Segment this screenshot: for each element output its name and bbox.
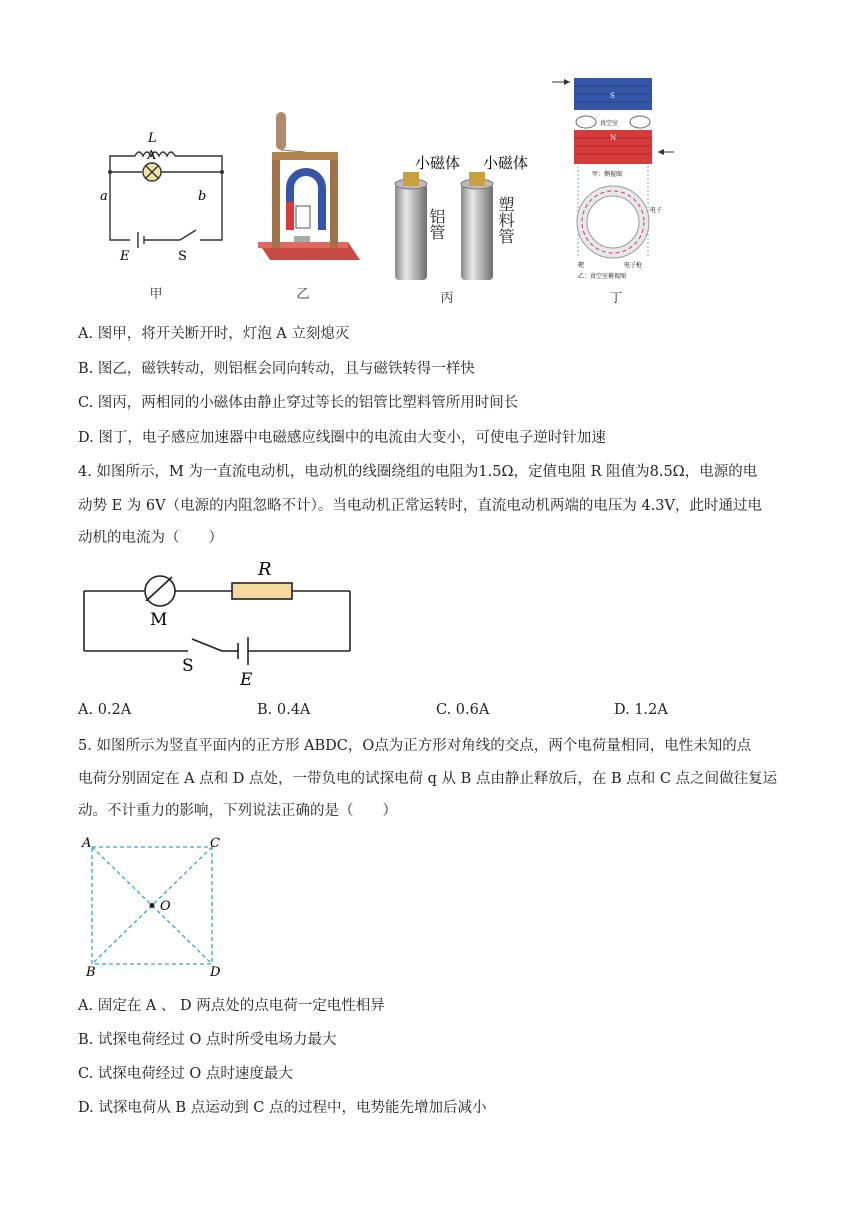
label-tube-al: 铝管 bbox=[427, 208, 446, 240]
q4-text-line-1: 4. 如图所示，M 为一直流电动机，电动机的线圈绕组的电阻为1.5Ω，定值电阻 R 阻值为8.5Ω，电源的电 bbox=[78, 464, 758, 480]
label-side-view: 甲：侧视图 bbox=[592, 171, 623, 178]
q5-text-line-1: 5. 如图所示为竖直平面内的正方形 ABDC，O点为正方形对角线的交点，两个电荷量相同，电性未知的点 bbox=[78, 738, 752, 754]
label-N-pole: N bbox=[610, 134, 617, 142]
q5-text-line-2: 电荷分别固定在 A 点和 D 点处，一带负电的试探电荷 q 从 B 点由静止释放后，在 B 点和 C 点之间做往复运 bbox=[78, 771, 778, 787]
q4-circuit-figure bbox=[80, 555, 360, 695]
caption-yi: 乙 bbox=[296, 287, 310, 302]
q4-text-line-3: 动机的电流为（ ） bbox=[78, 530, 223, 546]
label-S-pole: S bbox=[610, 92, 615, 100]
q4-option-b: B. 0.4A bbox=[257, 702, 311, 718]
label-target: 靶 bbox=[578, 262, 585, 269]
figure-yi-magnet-frame bbox=[250, 112, 360, 272]
q4-text-line-2: 动势 E 为 6V（电源的内阻忽略不计）。当电动机正常运转时，直流电动机两端的电压为 4.3V，此时通过电 bbox=[78, 498, 762, 514]
label-S: S bbox=[178, 249, 187, 264]
q5-square-figure bbox=[80, 835, 230, 980]
q4-option-a: A. 0.2A bbox=[78, 702, 132, 718]
label-A: A bbox=[82, 836, 92, 851]
label-D: D bbox=[210, 965, 221, 980]
label-B: B bbox=[86, 965, 96, 980]
q4-option-d: D. 1.2A bbox=[614, 702, 668, 718]
q5-option-c: C. 试探电荷经过 O 点时速度最大 bbox=[78, 1066, 293, 1082]
figure-ding-accelerator bbox=[548, 72, 678, 292]
label-S: S bbox=[182, 656, 194, 676]
label-b: b bbox=[198, 189, 207, 204]
q3-option-a: A. 图甲，将开关断开时，灯泡 A 立刻熄灭 bbox=[78, 326, 350, 342]
label-a: a bbox=[100, 189, 108, 204]
label-C: C bbox=[210, 836, 220, 851]
label-gun: 电子枪 bbox=[624, 262, 643, 269]
label-L: L bbox=[148, 131, 157, 146]
label-magnet-right: 小磁体 bbox=[483, 154, 529, 172]
q5-option-d: D. 试探电荷从 B 点运动到 C 点的过程中，电势能先增加后减小 bbox=[78, 1100, 487, 1116]
caption-ding: 丁 bbox=[609, 291, 623, 306]
label-E: E bbox=[120, 249, 130, 264]
caption-bing: 丙 bbox=[440, 291, 454, 306]
figure-bing-tubes bbox=[385, 148, 545, 283]
label-top-view: 乙：真空室俯视图 bbox=[578, 273, 627, 280]
label-magnet-left: 小磁体 bbox=[415, 154, 461, 172]
q5-text-line-3: 动。不计重力的影响，下列说法正确的是（ ） bbox=[78, 803, 397, 819]
label-vacuum: 真空室 bbox=[600, 120, 619, 127]
q5-option-a: A. 固定在 A 、 D 两点处的点电荷一定电性相异 bbox=[78, 998, 385, 1014]
caption-jia: 甲 bbox=[149, 287, 163, 302]
label-E: E bbox=[240, 670, 253, 690]
q3-option-b: B. 图乙，磁铁转动，则铝框会同向转动，且与磁铁转得一样快 bbox=[78, 361, 475, 377]
label-R: R bbox=[258, 559, 272, 580]
label-tube-plastic: 塑料管 bbox=[496, 196, 515, 244]
label-A: A bbox=[147, 148, 156, 162]
q3-option-d: D. 图丁，电子感应加速器中电磁感应线圈中的电流由大变小，可使电子逆时针加速 bbox=[78, 430, 606, 446]
figure-jia-circuit bbox=[80, 120, 240, 270]
label-O: O bbox=[160, 899, 171, 914]
q5-option-b: B. 试探电荷经过 O 点时所受电场力最大 bbox=[78, 1032, 337, 1048]
label-electron: 电子 bbox=[650, 207, 663, 214]
label-M: M bbox=[150, 610, 168, 630]
q3-option-c: C. 图丙，两相同的小磁体由静止穿过等长的铝管比塑料管所用时间长 bbox=[78, 395, 519, 411]
q4-option-c: C. 0.6A bbox=[436, 702, 490, 718]
